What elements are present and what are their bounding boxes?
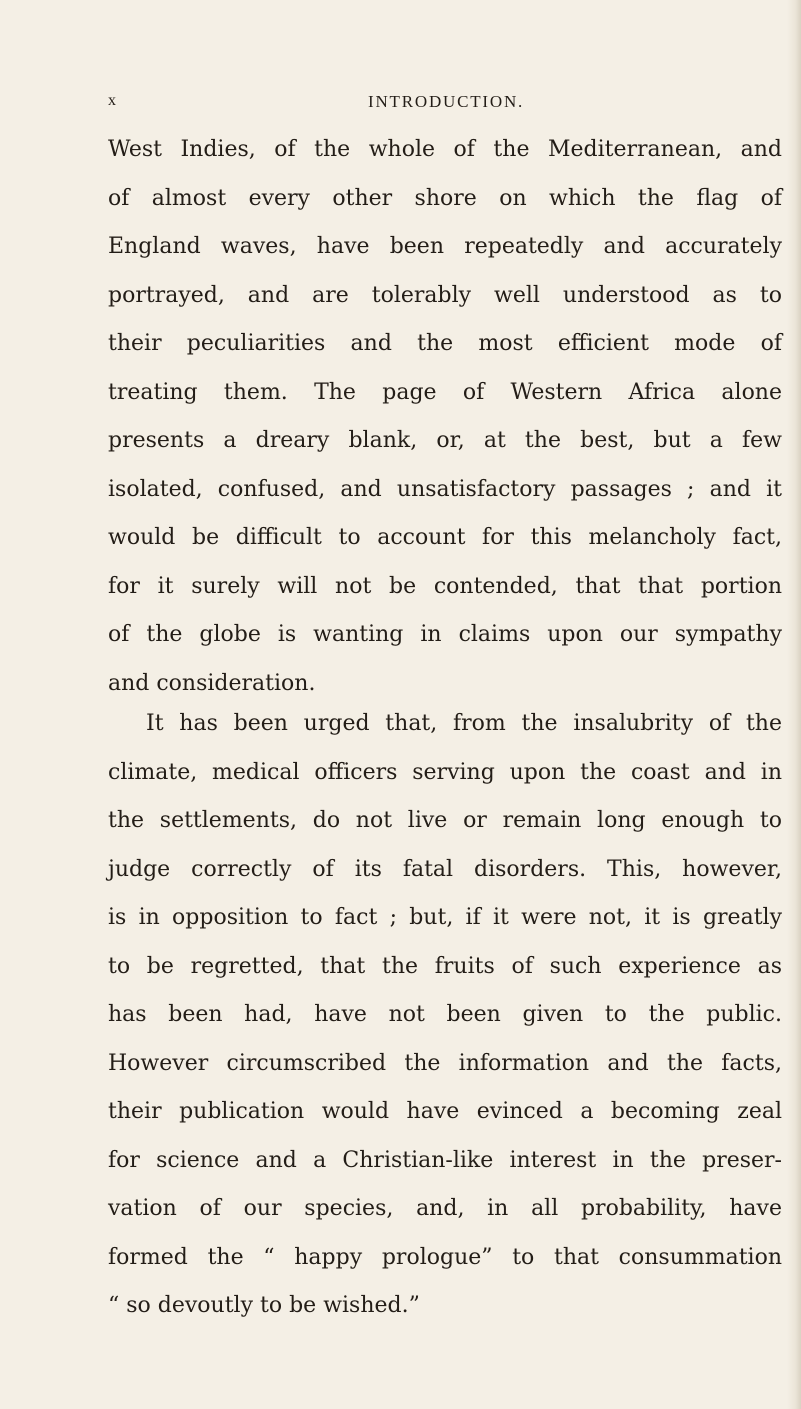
text-line: West Indies, of the whole of the Mediterranean, and: [108, 137, 782, 162]
text-line: is in opposition to fact ; but, if it were not, it is greatly: [108, 905, 782, 930]
text-line: their peculiarities and the most efficient mode of: [108, 331, 782, 356]
text-line: portrayed, and are tolerably well understood as to: [108, 282, 782, 308]
text-line: treating them. The page of Western Africa alone: [108, 379, 782, 405]
text-line: However circumscribed the information and the facts,: [108, 1050, 782, 1076]
text-line: presents a dreary blank, or, at the best, but a few: [108, 428, 782, 453]
text-line: It has been urged that, from the insalubrity of the: [146, 711, 782, 736]
paragraph-2: [108, 700, 782, 1331]
running-head: INTRODUCTION.: [368, 92, 525, 111]
text-line: formed the “ happy prologue” to that consummation: [108, 1244, 782, 1270]
text-line: of the globe is wanting in claims upon our sympathy: [108, 622, 782, 647]
text-line: of almost every other shore on which the flag of: [108, 185, 782, 211]
text-line: isolated, confused, and unsatisfactory passages ; and it: [108, 476, 782, 502]
text-line: climate, medical officers serving upon the coast and in: [108, 759, 782, 785]
text-line: judge correctly of its fatal disorders. This, however,: [108, 856, 782, 882]
text-line: vation of our species, and, in all probability, have: [108, 1196, 782, 1221]
text-line: has been had, have not been given to the public.: [108, 1002, 782, 1027]
paragraph-1: [108, 126, 782, 708]
text-line: their publication would have evinced a becoming zeal: [108, 1099, 782, 1124]
text-line: England waves, have been repeatedly and accurately: [108, 234, 782, 259]
text-line: to be regretted, that the fruits of such experience as: [108, 953, 782, 979]
text-line: and consideration.: [108, 670, 316, 696]
text-line: for science and a Christian-like interest in the preser-: [108, 1147, 782, 1173]
text-line: would be difficult to account for this melancholy fact,: [108, 525, 782, 550]
text-line: for it surely will not be contended, that that portion: [108, 573, 782, 599]
text-line: the settlements, do not live or remain long enough to: [108, 808, 782, 833]
text-line: “ so devoutly to be wished.”: [108, 1293, 420, 1318]
page-number: x: [108, 92, 117, 109]
page-edge: [787, 0, 801, 1409]
